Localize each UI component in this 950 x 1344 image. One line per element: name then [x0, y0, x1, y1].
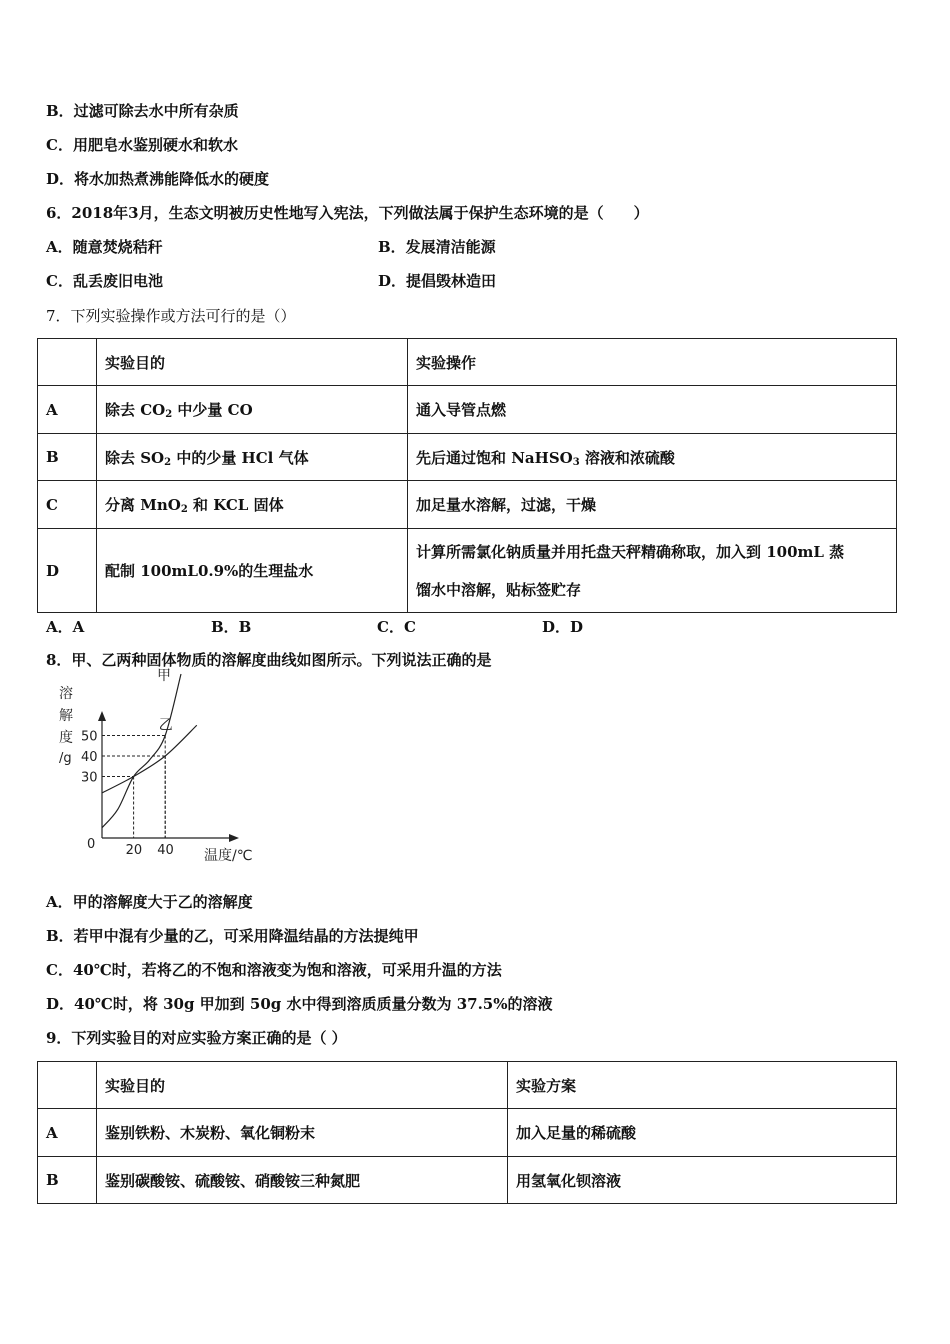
q7-option-b: B．B	[211, 618, 252, 636]
purpose-cell: 分离 MnO$_2$ 和 KCL 固体	[97, 481, 408, 529]
table-row	[38, 1109, 897, 1157]
q8-option-b: B．若甲中混有少量的乙，可采用降温结晶的方法提纯甲	[46, 927, 419, 945]
plan-cell: 加入足量的稀硫酸	[508, 1109, 897, 1157]
q8-option-a: A．甲的溶解度大于乙的溶解度	[46, 893, 253, 911]
purpose-cell: 配制 100mL0.9%的生理盐水	[97, 529, 408, 613]
table-row	[38, 386, 897, 434]
y-axis-arrow	[98, 711, 106, 721]
origin-label: 0	[87, 837, 96, 852]
table-row	[38, 529, 897, 613]
table-row	[38, 481, 897, 529]
q5-option-b: B．过滤可除去水中所有杂质	[46, 102, 239, 120]
q8-option-d: D．40℃时，将 30g 甲加到 50g 水中得到溶质质量分数为 37.5%的溶液	[46, 995, 553, 1013]
table-row	[38, 434, 897, 481]
table-header-row	[38, 339, 897, 386]
series-label-yi: 乙	[158, 717, 173, 734]
operation-cell: 通入导管点燃	[408, 386, 897, 434]
header-cell	[38, 1062, 97, 1109]
series-label-jia: 甲	[157, 668, 171, 684]
operation-cell: 加足量水溶解，过滤，干燥	[408, 481, 897, 529]
operation-cell: 计算所需氯化钠质量并用托盘天秤精确称取，加入到 100mL 蒸 馏水中溶解，贴标签贮存	[408, 529, 897, 613]
q6-stem: 6．2018年3月，生态文明被历史性地写入宪法，下列做法属于保护生态环境的是（ ）	[46, 204, 649, 222]
x-tick-label: 40	[157, 843, 174, 858]
q8-stem: 8．甲、乙两种固体物质的溶解度曲线如图所示。下列说法正确的是	[46, 651, 492, 669]
plan-cell: 用氢氧化钡溶液	[508, 1157, 897, 1204]
y-tick-label: 50	[81, 729, 98, 745]
ylabel-char: 度	[59, 730, 73, 746]
y-tick-label: 40	[81, 750, 98, 765]
y-tick-label: 30	[81, 770, 98, 786]
q6-option-c: C．乱丢废旧电池	[46, 272, 163, 290]
table-header-row	[38, 1062, 897, 1109]
header-cell: 实验方案	[508, 1062, 897, 1109]
purpose-cell: 鉴别碳酸铵、硫酸铵、硝酸铵三种氮肥	[97, 1157, 508, 1204]
row-label: D	[38, 529, 97, 613]
ylabel-char: 解	[59, 708, 73, 724]
table-row	[38, 1157, 897, 1204]
q7-table	[37, 338, 897, 613]
q7-option-c: C．C	[377, 618, 416, 636]
q9-table	[37, 1061, 897, 1204]
q6-option-d: D．提倡毁林造田	[378, 272, 497, 290]
q8-option-c: C．40℃时，若将乙的不饱和溶液变为饱和溶液，可采用升温的方法	[46, 961, 502, 979]
purpose-cell: 除去 $CO_2$ 中少量 CO	[97, 386, 408, 434]
header-cell: 实验目的	[97, 1062, 508, 1109]
q7-stem: 7．下列实验操作或方法可行的是（）	[46, 307, 296, 325]
x-axis-label: 温度/℃	[204, 848, 253, 864]
ylabel-char: 溶	[59, 686, 73, 702]
header-cell: 实验目的	[97, 339, 408, 386]
curve-jia	[102, 674, 181, 828]
q5-option-d: D．将水加热煮沸能降低水的硬度	[46, 170, 270, 188]
row-label: A	[38, 1109, 97, 1157]
header-cell: 实验操作	[408, 339, 897, 386]
x-tick-label: 20	[125, 843, 143, 858]
q6-option-b: B．发展清洁能源	[378, 238, 496, 256]
q7-option-a: A．A	[46, 618, 85, 636]
purpose-cell: 除去 $SO_2$ 中的少量 HCl 气体	[97, 434, 408, 481]
guide-lines	[102, 736, 165, 839]
solubility-chart	[55, 668, 275, 870]
ylabel-unit: /g	[59, 751, 72, 766]
x-axis-arrow	[229, 834, 239, 842]
q9-stem: 9．下列实验目的对应实验方案正确的是（ ）	[46, 1029, 347, 1047]
row-label: C	[38, 481, 97, 529]
q7-option-d: D．D	[542, 618, 584, 636]
operation-cell: 先后通过饱和 NaHSO$_3$ 溶液和浓硫酸	[408, 434, 897, 481]
row-label: B	[38, 1157, 97, 1204]
q6-option-a: A．随意焚烧秸秆	[46, 238, 163, 256]
curves	[102, 674, 197, 828]
row-label: A	[38, 386, 97, 434]
header-cell	[38, 339, 97, 386]
purpose-cell: 鉴别铁粉、木炭粉、氧化铜粉末	[97, 1109, 508, 1157]
q5-option-c: C．用肥皂水鉴别硬水和软水	[46, 136, 238, 154]
row-label: B	[38, 434, 97, 481]
